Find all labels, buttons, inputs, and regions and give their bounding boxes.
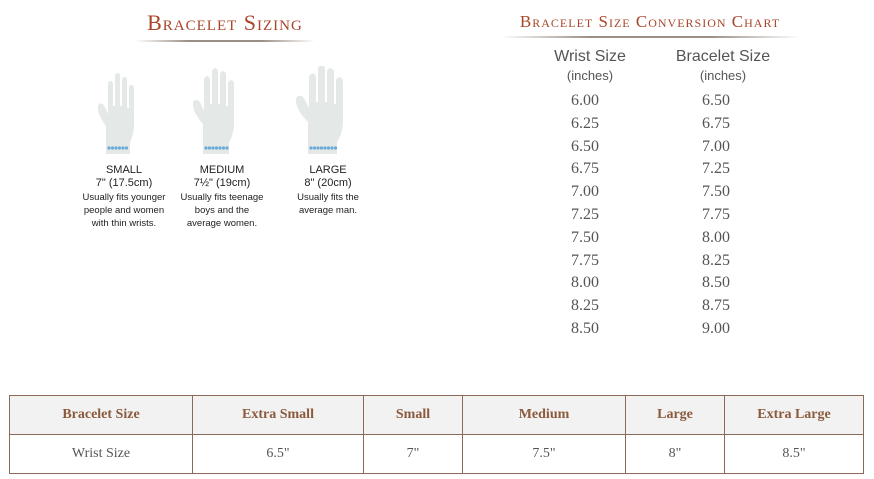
bracelet-size-value: 8.25 [702, 251, 730, 269]
hand-size-illustrations [82, 66, 378, 266]
bracelet-size-value: 8.00 [702, 228, 730, 246]
conversion-row [530, 229, 790, 252]
hand-large [280, 66, 376, 217]
wrist-size-value: 6.00 [571, 92, 599, 109]
size-name: LARGE [309, 164, 347, 176]
conversion-chart-title [500, 12, 800, 38]
conversion-row [530, 206, 790, 229]
size-desc-line: Usually fits teenage [180, 192, 264, 203]
wrist-size-header-title: Wrist Size [554, 48, 626, 65]
hand-medium [174, 66, 270, 230]
bracelet-sizing-title-text: Bracelet Sizing [147, 10, 303, 35]
wrist-size-header [530, 48, 650, 83]
size-desc [76, 191, 172, 230]
bracelet-size-value: 7.50 [702, 183, 730, 201]
title-underline [135, 40, 315, 42]
wrist-size-value: 7.75 [571, 251, 599, 269]
table-header-row [10, 396, 864, 435]
table-header-cell: Medium [463, 396, 626, 435]
size-desc-line: with thin wrists. [91, 218, 157, 229]
wrist-size-header-unit: (inches) [566, 68, 614, 83]
wrist-size-value: 8.50 [571, 319, 599, 337]
bracelet-size-value: 8.75 [702, 297, 730, 315]
bracelet-size-header [658, 48, 788, 83]
size-desc-line: people and women [83, 205, 165, 216]
table-cell: 8" [626, 435, 725, 474]
bracelet-sizing-title [130, 10, 320, 42]
table-header-cell: Large [626, 396, 725, 435]
conversion-row [530, 274, 790, 297]
table-cell: 6.5" [193, 435, 364, 474]
conversion-row [530, 320, 790, 343]
conversion-row [530, 92, 790, 115]
wrist-size-value: 6.25 [571, 114, 599, 132]
size-desc [280, 191, 376, 217]
table-cell: 7" [364, 435, 463, 474]
wrist-size-value: 8.25 [571, 297, 599, 315]
table-header-cell: Extra Small [193, 396, 364, 435]
bracelet-size-value: 7.75 [702, 205, 730, 223]
conversion-row [530, 183, 790, 206]
size-desc [174, 191, 270, 230]
wrist-size-value: 7.25 [571, 205, 599, 223]
bracelet-size-value: 6.50 [702, 92, 730, 109]
size-desc-line: boys and the [194, 205, 250, 216]
table-cell: Wrist Size [10, 435, 193, 474]
size-desc-line: Usually fits the [297, 192, 359, 203]
size-measure: 8" (20cm) [304, 177, 352, 189]
size-desc-line: average women. [186, 218, 258, 229]
conversion-chart-title-text: Bracelet Size Conversion Chart [519, 12, 781, 31]
hand-large-icon [292, 66, 364, 158]
size-name: SMALL [105, 164, 143, 176]
bracelet-size-value: 6.75 [702, 114, 730, 132]
table-header-cell: Extra Large [725, 396, 864, 435]
bracelet-size-value: 9.00 [702, 319, 730, 337]
title-underline [500, 36, 800, 38]
conversion-row [530, 252, 790, 275]
conversion-row [530, 115, 790, 138]
size-measure: 7½" (19cm) [193, 177, 251, 189]
wrist-size-value: 6.50 [571, 137, 599, 155]
table-cell: 8.5" [725, 435, 864, 474]
bracelet-size-header-title: Bracelet Size [675, 48, 771, 65]
wrist-size-value: 6.75 [571, 160, 599, 178]
bracelet-size-value: 8.50 [702, 274, 730, 292]
conversion-row [530, 160, 790, 183]
size-desc-line: Usually fits younger [82, 192, 166, 203]
conversion-chart-rows [530, 92, 790, 343]
table-cell: 7.5" [463, 435, 626, 474]
bracelet-size-table [9, 395, 864, 474]
table-header-cell: Small [364, 396, 463, 435]
wrist-size-value: 7.50 [571, 228, 599, 246]
size-name: MEDIUM [199, 164, 245, 176]
bracelet-size-value: 7.00 [702, 137, 730, 155]
conversion-row [530, 297, 790, 320]
size-desc-line: average man. [298, 205, 358, 216]
wrist-size-value: 8.00 [571, 274, 599, 292]
hand-small-icon [94, 66, 154, 158]
size-measure: 7" (17.5cm) [95, 177, 153, 189]
bracelet-size-value: 7.25 [702, 160, 730, 178]
hand-medium-icon [189, 66, 255, 158]
wrist-size-value: 7.00 [571, 183, 599, 201]
hand-small [76, 66, 172, 230]
bracelet-size-header-unit: (inches) [699, 68, 747, 83]
conversion-row [530, 138, 790, 161]
table-row [10, 435, 864, 474]
table-header-cell: Bracelet Size [10, 396, 193, 435]
